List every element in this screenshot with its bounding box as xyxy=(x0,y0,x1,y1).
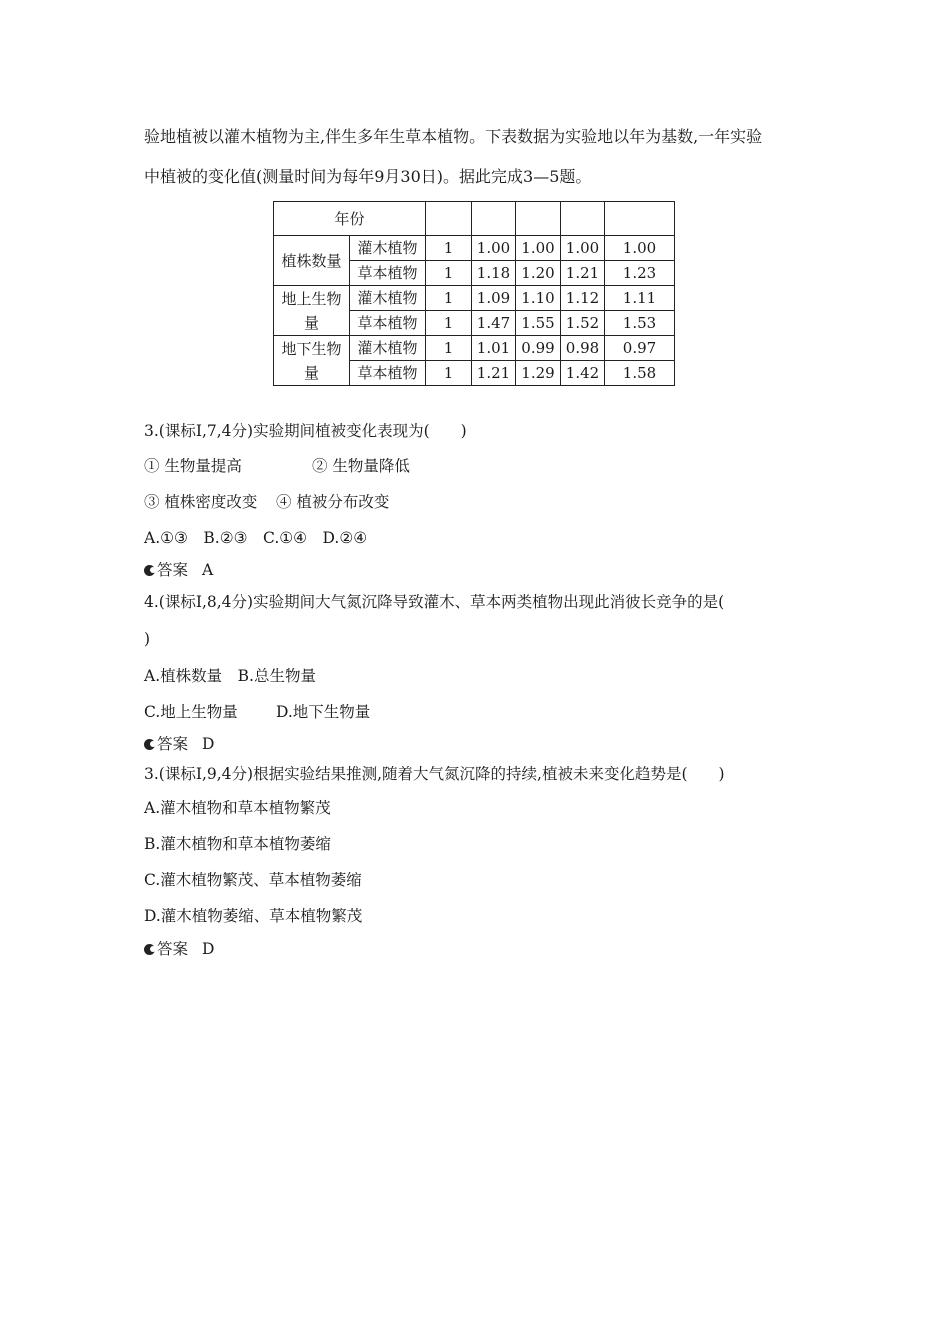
q4-choice-c: C.地上生物量 xyxy=(144,703,238,721)
q4-answer xyxy=(144,733,214,755)
group-label-line: 地下生物 xyxy=(281,339,342,358)
q4-stem-end: ) xyxy=(144,630,151,648)
cell: 1.53 xyxy=(605,311,675,336)
cell: 1.00 xyxy=(516,236,561,261)
table-row xyxy=(274,236,675,261)
header-col xyxy=(605,202,675,236)
answer-value: D xyxy=(202,940,215,958)
header-year: 年份 xyxy=(274,202,426,236)
q3-stem: 3.(课标Ⅰ,7,4分)实验期间植被变化表现为( ) xyxy=(144,422,467,440)
q3-option-1: ① 生物量提高 xyxy=(144,457,242,475)
cell: 1.00 xyxy=(605,236,675,261)
header-col xyxy=(516,202,561,236)
cell: 1 xyxy=(426,236,472,261)
cell: 1 xyxy=(426,311,472,336)
header-col xyxy=(426,202,472,236)
cell: 1.00 xyxy=(561,236,605,261)
answer-label: 答案 xyxy=(157,940,189,958)
q4-choices-ab: A.植株数量 B.总生物量 xyxy=(144,667,316,685)
q5-answer xyxy=(144,938,214,960)
cell: 1.23 xyxy=(605,261,675,286)
cell: 1.12 xyxy=(561,286,605,311)
q4-stem: 4.(课标Ⅰ,8,4分)实验期间大气氮沉降导致灌木、草本两类植物出现此消彼长竞争的是( xyxy=(144,593,725,611)
q3-choices: A.①③ B.②③ C.①④ D.②④ xyxy=(144,529,368,547)
q5-choice-a: A.灌木植物和草本植物繁茂 xyxy=(144,799,331,817)
q4-choices-cd xyxy=(144,701,371,723)
row-type: 草本植物 xyxy=(350,261,426,286)
group-label-line: 量 xyxy=(303,363,319,382)
q4-choice-d: D.地下生物量 xyxy=(276,703,371,721)
answer-label: 答案 xyxy=(157,735,189,753)
row-type: 灌木植物 xyxy=(350,286,426,311)
cell: 1.18 xyxy=(472,261,516,286)
answer-icon xyxy=(144,944,155,955)
cell: 1 xyxy=(426,361,472,386)
cell: 1.10 xyxy=(516,286,561,311)
cell: 1.11 xyxy=(605,286,675,311)
table-header-row xyxy=(274,202,675,236)
answer-icon xyxy=(144,565,155,576)
cell: 1.52 xyxy=(561,311,605,336)
cell: 1 xyxy=(426,286,472,311)
intro-line-1: 验地植被以灌木植物为主,伴生多年生草本植物。下表数据为实验地以年为基数,一年实验 xyxy=(144,127,763,146)
q3-options-row-1 xyxy=(144,455,410,477)
answer-value: D xyxy=(202,735,215,753)
q5-choice-c: C.灌木植物繁茂、草本植物萎缩 xyxy=(144,871,362,889)
cell: 1.58 xyxy=(605,361,675,386)
cell: 1.47 xyxy=(472,311,516,336)
cell: 0.99 xyxy=(516,336,561,361)
cell: 1 xyxy=(426,261,472,286)
table-row xyxy=(274,336,675,361)
q3-options-row-2 xyxy=(144,491,390,513)
q5-stem: 3.(课标Ⅰ,9,4分)根据实验结果推测,随着大气氮沉降的持续,植被未来变化趋势是( ) xyxy=(144,765,725,783)
q3-answer xyxy=(144,559,213,581)
cell: 1.29 xyxy=(516,361,561,386)
q3-option-4: ④ 植被分布改变 xyxy=(276,493,390,511)
table-row xyxy=(274,286,675,311)
cell: 1.00 xyxy=(472,236,516,261)
row-type: 灌木植物 xyxy=(350,236,426,261)
group-label xyxy=(274,336,350,386)
group-label xyxy=(274,286,350,336)
row-type: 草本植物 xyxy=(350,361,426,386)
row-type: 灌木植物 xyxy=(350,336,426,361)
group-label: 植株数量 xyxy=(274,236,350,286)
q3-option-2: ② 生物量降低 xyxy=(312,457,410,475)
intro-line-2: 中植被的变化值(测量时间为每年9月30日)。据此完成3—5题。 xyxy=(144,167,592,186)
group-label-line: 量 xyxy=(303,313,319,332)
q3-option-3: ③ 植株密度改变 xyxy=(144,493,258,511)
q5-choice-d: D.灌木植物萎缩、草本植物繁茂 xyxy=(144,907,363,925)
row-type: 草本植物 xyxy=(350,311,426,336)
cell: 1.20 xyxy=(516,261,561,286)
header-col xyxy=(561,202,605,236)
answer-label: 答案 xyxy=(157,561,189,579)
q5-choice-b: B.灌木植物和草本植物萎缩 xyxy=(144,835,331,853)
cell: 0.98 xyxy=(561,336,605,361)
cell: 1 xyxy=(426,336,472,361)
header-col xyxy=(472,202,516,236)
vegetation-change-table xyxy=(273,201,675,386)
cell: 1.42 xyxy=(561,361,605,386)
cell: 1.01 xyxy=(472,336,516,361)
cell: 1.09 xyxy=(472,286,516,311)
cell: 0.97 xyxy=(605,336,675,361)
answer-value: A xyxy=(202,561,214,579)
group-label-line: 地上生物 xyxy=(281,289,342,308)
cell: 1.21 xyxy=(561,261,605,286)
cell: 1.21 xyxy=(472,361,516,386)
cell: 1.55 xyxy=(516,311,561,336)
answer-icon xyxy=(144,739,155,750)
